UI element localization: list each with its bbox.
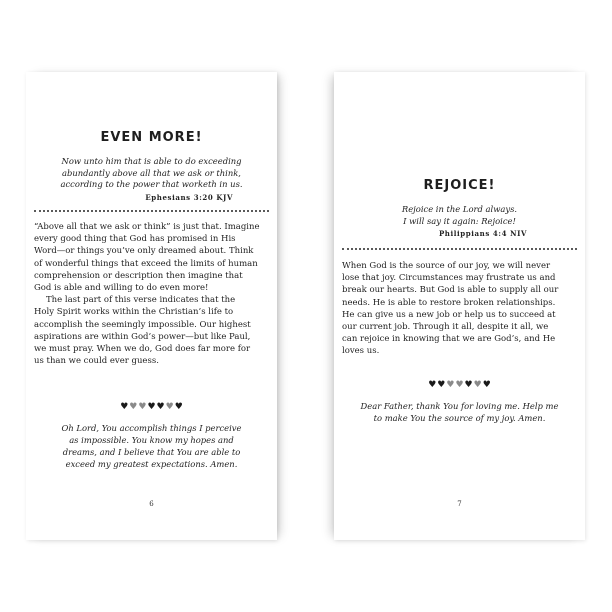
text-line: us than we could ever guess. <box>34 356 159 367</box>
text-line: Word—or things you’ve only dreamed about. Think <box>34 246 254 257</box>
text-line: break our hearts. But God is able to supply all our <box>342 285 559 296</box>
verse-line: I will say it again: Rejoice! <box>403 215 516 226</box>
text-line: The last part of this verse indicates that the <box>46 295 236 306</box>
page-title: REJOICE! <box>423 178 496 193</box>
verse-block <box>354 204 565 227</box>
prayer-line: exceed my greatest expectations. Amen. <box>65 459 238 469</box>
heart-icon: ♥ <box>129 402 138 412</box>
text-line: accomplish the seemingly impossible. Our highest <box>34 319 251 330</box>
right-page <box>334 72 585 540</box>
left-page <box>26 72 277 540</box>
text-line: He can give us a new job or help us to succeed at <box>342 309 556 320</box>
verse-line: Rejoice in the Lord always. <box>401 204 518 214</box>
heart-icon: ♥ <box>428 380 437 390</box>
page-title: EVEN MORE! <box>100 130 203 145</box>
heart-icon: ♥ <box>482 380 491 390</box>
verse-line: according to the power that worketh in us. <box>60 179 243 189</box>
prayer-line: dreams, and I believe that You are able to <box>62 447 241 457</box>
verse-line: Now unto him that is able to do exceeding <box>61 156 242 166</box>
heart-icon: ♥ <box>455 380 464 390</box>
heart-icon: ♥ <box>138 402 147 412</box>
text-line: of wonderful things that exceed the limits of human <box>34 258 258 269</box>
text-line: our current job. Through it all, despite it all, we <box>342 322 549 333</box>
text-line: we must pray. When we do, God does far more for <box>34 344 251 355</box>
heart-icon: ♥ <box>174 402 183 412</box>
text-line: needs. He is able to restore broken relationships. <box>342 297 556 308</box>
text-line: God is able and willing to do even more! <box>34 283 209 294</box>
text-line: can rejoice in knowing that we are God’s, and He <box>342 334 556 345</box>
heart-icon: ♥ <box>473 380 482 390</box>
heart-ornament <box>26 402 277 412</box>
prayer-line: Oh Lord, You accomplish things I perceive <box>61 423 242 433</box>
heart-icon: ♥ <box>446 380 455 390</box>
text-line: every good thing that God has promised in His <box>34 234 236 245</box>
heart-icon: ♥ <box>464 380 473 390</box>
prayer-line: as impossible. You know my hopes and <box>69 435 234 445</box>
verse-line: abundantly above all that we ask or think, <box>62 167 241 178</box>
dotted-divider <box>34 210 269 212</box>
text-line: loves us. <box>342 346 380 357</box>
text-line: lose that joy. Circumstances may frustrate us and <box>342 273 556 284</box>
devotion-text <box>34 221 269 367</box>
prayer-line: Dear Father, thank You for loving me. Help me <box>360 401 559 411</box>
heart-icon: ♥ <box>156 402 165 412</box>
prayer-line: to make You the source of my joy. Amen. <box>373 413 546 423</box>
verse-reference: Ephesians 3:20 KJV <box>145 193 233 202</box>
text-line: Holy Spirit works within the Christian’s life to <box>34 307 234 318</box>
heart-icon: ♥ <box>165 402 174 412</box>
verse-block <box>50 156 253 191</box>
dotted-divider <box>342 248 577 250</box>
heart-icon: ♥ <box>120 402 129 412</box>
page-number: 6 <box>149 500 154 508</box>
text-line: aspirations are within God’s power—but like Paul, <box>34 331 251 342</box>
text-line: When God is the source of our joy, we will never <box>342 261 551 271</box>
devotion-text <box>342 260 577 358</box>
prayer-block <box>348 400 571 424</box>
heart-icon: ♥ <box>437 380 446 390</box>
verse-reference: Philippians 4:4 NIV <box>438 229 527 238</box>
text-line: “Above all that we ask or think” is just that. Imagine <box>34 222 260 232</box>
text-line: comprehension or description then imagine that <box>34 270 243 281</box>
page-number: 7 <box>457 500 462 508</box>
prayer-block <box>46 422 257 470</box>
heart-icon: ♥ <box>147 402 156 412</box>
heart-ornament <box>334 380 585 390</box>
